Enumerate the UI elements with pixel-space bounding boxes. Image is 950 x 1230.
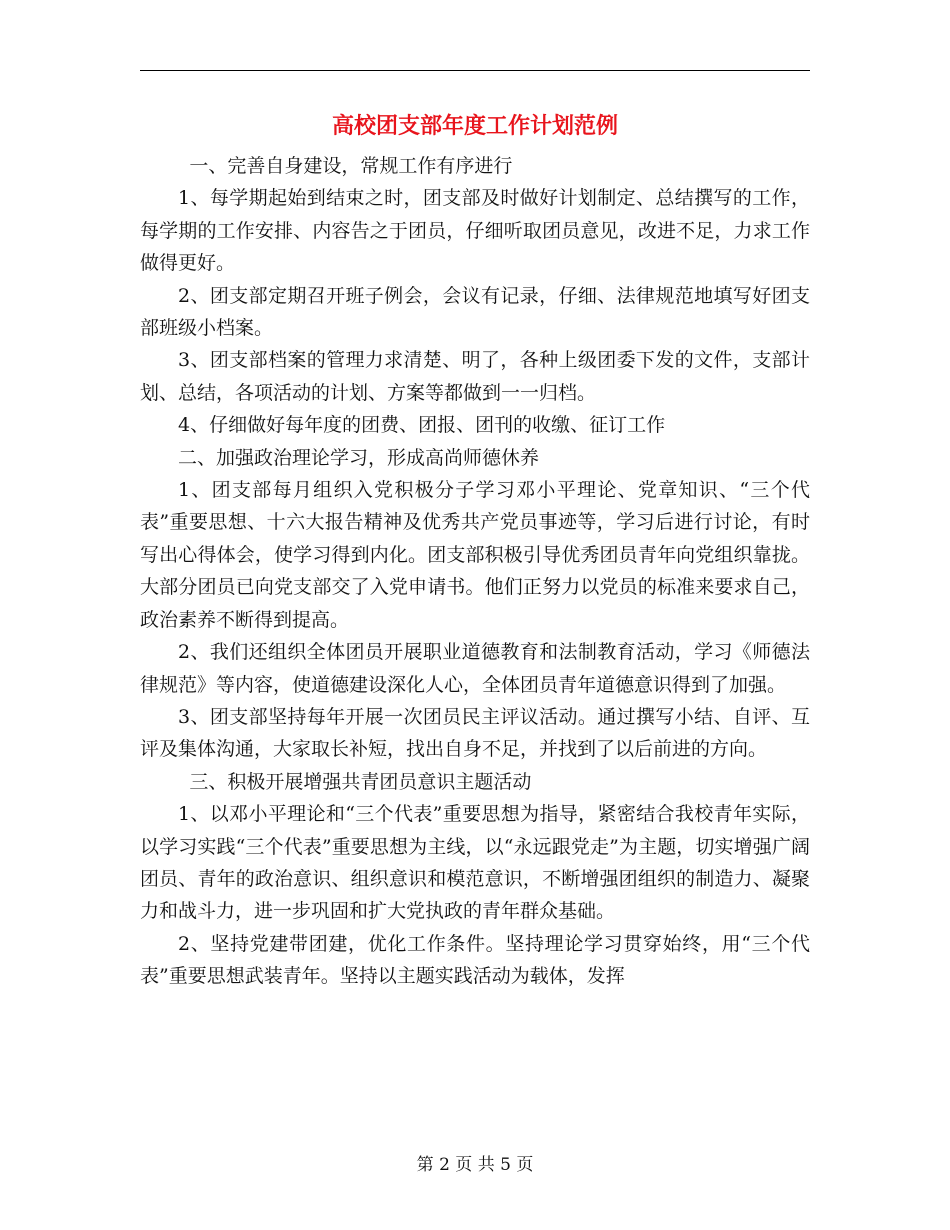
body-paragraph: 2、坚持党建带团建，优化工作条件。坚持理论学习贯穿始终，用“三个代表”重要思想武装青年。坚持以主题实践活动为载体，发挥 <box>140 932 810 988</box>
section-heading: 三、积极开展增强共青团员意识主题活动 <box>189 770 532 793</box>
body-paragraph: 2、团支部定期召开班子例会，会议有记录，仔细、法律规范地填写好团支部班级小档案。 <box>140 284 810 340</box>
body-paragraph: 3、团支部坚持每年开展一次团员民主评议活动。通过撰写小结、自评、互评及集体沟通，大家取长补短，找出自身不足，并找到了以后前进的方向。 <box>140 705 810 761</box>
body-paragraph: 4、仔细做好每年度的团费、团报、团刊的收缴、征订工作 <box>178 414 666 437</box>
body-paragraph: 3、团支部档案的管理力求清楚、明了，各种上级团委下发的文件，支部计划、总结，各项活动的计划、方案等都做到一一归档。 <box>140 349 810 404</box>
section-heading: 一、完善自身建设，常规工作有序进行 <box>189 155 513 177</box>
body-paragraph: 2、我们还组织全体团员开展职业道德教育和法制教育活动，学习《师德法律规范》等内容，使道德建设深化人心，全体团员青年道德意识得到了加强。 <box>140 641 810 696</box>
page-number-footer: 第 2 页 共 5 页 <box>416 1155 534 1175</box>
header-rule <box>140 70 810 71</box>
document-body <box>140 150 810 993</box>
body-paragraph: 1、以邓小平理论和“三个代表”重要思想为指导，紧密结合我校青年实际，以学习实践“三个代表”重要思想为主线，以“永远跟党走”为主题，切实增强广阔团员、青年的政治意识、组织意识和模范意识，不断增强团组织的制造力、凝聚力和战斗力，进一步巩固和扩大党执政的青年群众基础。 <box>140 803 810 923</box>
section-heading: 二、加强政治理论学习，形成高尚师德休养 <box>178 446 540 469</box>
body-paragraph: 1、每学期起始到结束之时，团支部及时做好计划制定、总结撰写的工作，每学期的工作安排、内容告之于团员，仔细听取团员意见，改进不足，力求工作做得更好。 <box>140 187 810 275</box>
document-title: 高校团支部年度工作计划范例 <box>331 113 618 139</box>
body-paragraph: 1、团支部每月组织入党积极分子学习邓小平理论、党章知识、“三个代表”重要思想、十六大报告精神及优秀共产党员事迹等，学习后进行讨论，有时写出心得体会，使学习得到内化。团支部积极引导优秀团员青年向党组织靠拢。大部分团员已向党支部交了入党申请书。他们正努力以党员的标准来要求自己，政治素养不断得到提高。 <box>140 479 810 631</box>
